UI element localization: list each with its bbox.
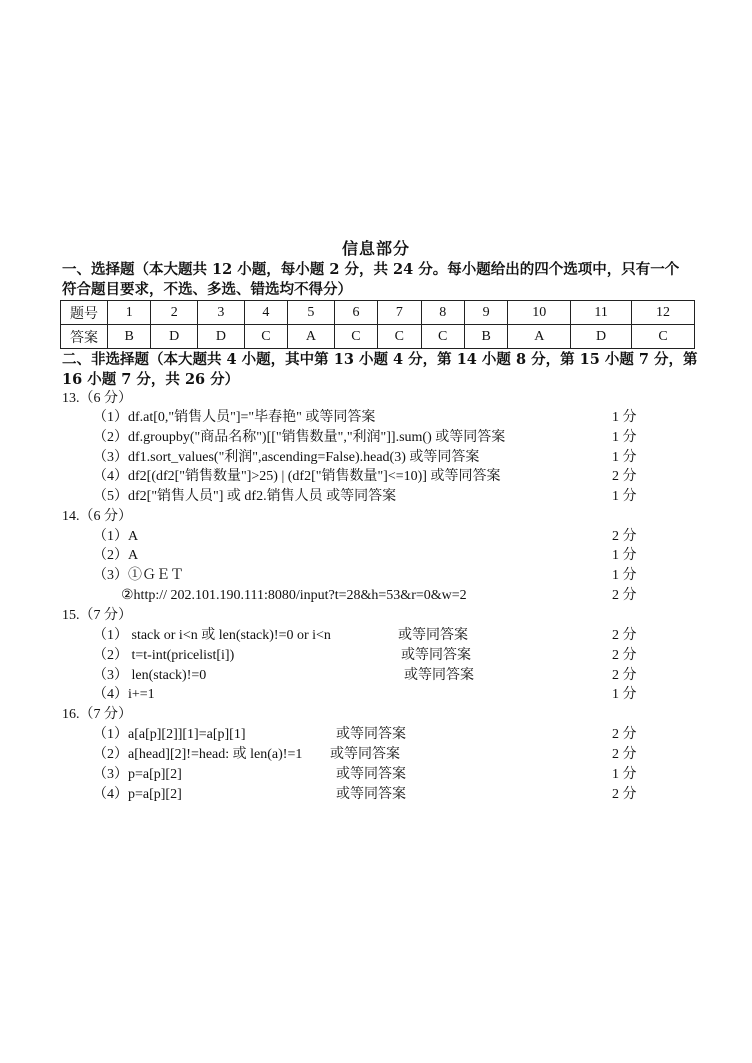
- q16-score-4: 2 分: [612, 787, 637, 802]
- q14-score-1: 2 分: [612, 529, 637, 544]
- answer-cell: A: [288, 325, 335, 349]
- q16-score-1: 2 分: [612, 727, 637, 742]
- answer-cell: C: [334, 325, 377, 349]
- q16-answer-2: （2）a[head][2]!=head: 或 len(a)!=1: [93, 747, 303, 762]
- q15-header: 15.（7 分）: [62, 608, 132, 623]
- page-title: 信息部分: [341, 239, 410, 258]
- q15-answer-4: （4）i+=1: [93, 687, 155, 702]
- question-number-cell: 8: [421, 301, 464, 325]
- q16-header: 16.（7 分）: [62, 707, 132, 722]
- q15-score-1: 2 分: [612, 628, 637, 643]
- q15-score-4: 1 分: [612, 687, 637, 702]
- question-number-cell: 1: [108, 301, 151, 325]
- question-number-cell: 10: [508, 301, 571, 325]
- q14-score-3b: 2 分: [612, 588, 637, 603]
- q13-score-5: 1 分: [612, 489, 637, 504]
- table-row-label: 题号: [61, 301, 108, 325]
- q13-score-4: 2 分: [612, 469, 637, 484]
- question-number-cell: 7: [378, 301, 421, 325]
- q16-answer-3: （3）p=a[p][2]: [93, 767, 182, 782]
- answer-cell: D: [571, 325, 632, 349]
- q13-answer-1: （1）df.at[0,"销售人员"]="毕春艳" 或等同答案: [93, 410, 376, 425]
- q15-answer-1: （1） stack or i<n 或 len(stack)!=0 or i<n: [93, 628, 331, 643]
- question-number-cell: 12: [631, 301, 694, 325]
- q15-alt-note-2: 或等同答案: [401, 648, 471, 663]
- q16-answer-4: （4）p=a[p][2]: [93, 787, 182, 802]
- q16-alt-note-2: 或等同答案: [330, 747, 400, 762]
- table-row-label: 答案: [61, 325, 108, 349]
- q15-answer-2: （2） t=t-int(pricelist[i]): [93, 648, 235, 663]
- answer-cell: B: [464, 325, 507, 349]
- section1-heading-line1: 一、选择题（本大题共 12 小题，每小题 2 分，共 24 分。每小题给出的四个选项中，只有一个: [62, 261, 680, 278]
- q15-score-2: 2 分: [612, 648, 637, 663]
- q15-answer-3: （3） len(stack)!=0: [93, 668, 207, 683]
- answer-cell: D: [151, 325, 198, 349]
- question-number-cell: 11: [571, 301, 632, 325]
- q13-answer-4: （4）df2[(df2["销售数量"]>25) | (df2["销售数量"]<=10)] 或等同答案: [93, 469, 501, 484]
- q13-answer-2: （2）df.groupby("商品名称")[["销售数量","利润"]].sum() 或等同答案: [93, 430, 506, 445]
- answer-table-answer-row: [61, 325, 695, 349]
- q16-alt-note-4: 或等同答案: [336, 787, 406, 802]
- q16-score-2: 2 分: [612, 747, 637, 762]
- q13-score-2: 1 分: [612, 430, 637, 445]
- q14-answer-3b: ②http:// 202.101.190.111:8080/input?t=28&h=53&r=0&w=2: [121, 588, 467, 603]
- q15-alt-note-3: 或等同答案: [404, 668, 474, 683]
- q13-answer-5: （5）df2["销售人员"] 或 df2.销售人员 或等同答案: [93, 489, 397, 504]
- q14-header: 14.（6 分）: [62, 509, 132, 524]
- question-number-cell: 6: [334, 301, 377, 325]
- section1-heading-line2: 符合题目要求，不选、多选、错选均不得分）: [62, 281, 352, 298]
- answer-cell: C: [378, 325, 421, 349]
- q16-alt-note-3: 或等同答案: [336, 767, 406, 782]
- question-number-cell: 3: [198, 301, 245, 325]
- q14-score-2: 1 分: [612, 548, 637, 563]
- answer-cell: C: [421, 325, 464, 349]
- answer-cell: B: [108, 325, 151, 349]
- question-number-cell: 2: [151, 301, 198, 325]
- section2-heading-line1: 二、非选择题（本大题共 4 小题，其中第 13 小题 4 分，第 14 小题 8 分，第 15 小题 7 分，第: [62, 351, 698, 368]
- answer-cell: D: [198, 325, 245, 349]
- q14-answer-2: （2）A: [93, 548, 139, 563]
- answer-cell: C: [631, 325, 694, 349]
- q16-score-3: 1 分: [612, 767, 637, 782]
- answer-table-number-row: [61, 301, 695, 325]
- q15-score-3: 2 分: [612, 668, 637, 683]
- q14-answer-1: （1）A: [93, 529, 139, 544]
- q14-answer-3: （3）①ＧＥＴ: [93, 568, 184, 583]
- q16-alt-note-1: 或等同答案: [336, 727, 406, 742]
- q13-score-3: 1 分: [612, 450, 637, 465]
- question-number-cell: 9: [464, 301, 507, 325]
- q14-score-3: 1 分: [612, 568, 637, 583]
- answer-table: [60, 300, 695, 349]
- q13-header: 13.（6 分）: [62, 391, 132, 406]
- q13-score-1: 1 分: [612, 410, 637, 425]
- section2-heading-line2: 16 小题 7 分，共 26 分）: [62, 371, 240, 388]
- q13-answer-3: （3）df1.sort_values("利润",ascending=False).head(3) 或等同答案: [93, 450, 480, 465]
- answer-cell: C: [244, 325, 287, 349]
- answer-cell: A: [508, 325, 571, 349]
- question-number-cell: 4: [244, 301, 287, 325]
- q16-answer-1: （1）a[a[p][2]][1]=a[p][1]: [93, 727, 246, 742]
- question-number-cell: 5: [288, 301, 335, 325]
- q15-alt-note-1: 或等同答案: [398, 628, 468, 643]
